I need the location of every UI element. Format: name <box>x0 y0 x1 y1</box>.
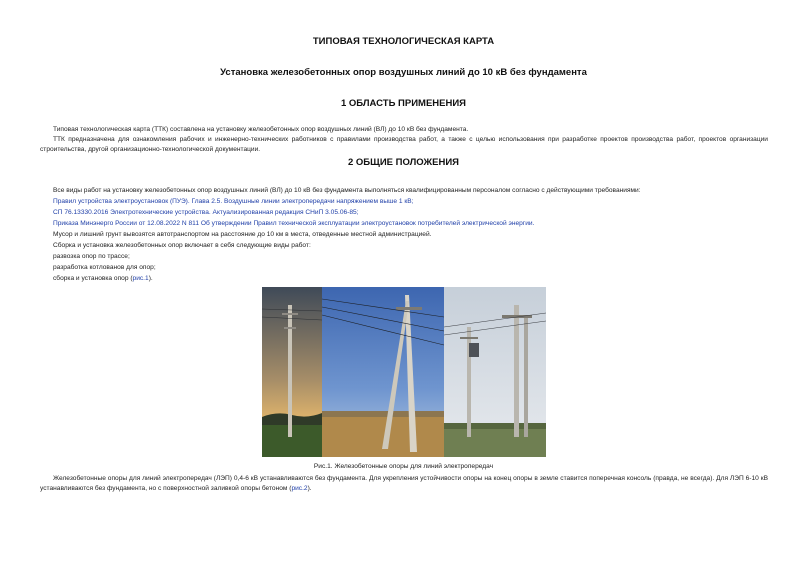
figure-1-caption: Рис.1. Железобетонные опоры для линий электропередач <box>313 463 494 470</box>
document-title: ТИПОВАЯ ТЕХНОЛОГИЧЕСКАЯ КАРТА <box>312 36 495 47</box>
figure-1-photos <box>262 287 546 457</box>
link-sp-76[interactable]: СП 76.13330.2016 Электротехнические устройства. Актуализированная редакция СНиП 3.05.06-85; <box>53 209 359 216</box>
link-pue[interactable]: Правил устройства электроустановок (ПУЭ). Глава 2.5. Воздушные линии электропередачи напряжением выше 1 кВ; <box>53 198 414 205</box>
assembly-paragraph: Сборка и установка железобетонных опор включает в себя следующие виды работ: <box>53 242 311 249</box>
figure-1-link[interactable]: рис.1 <box>132 275 149 282</box>
photo-transformer-poles <box>444 287 546 457</box>
final-paragraph-end: ). <box>307 484 312 492</box>
list-item-end: ). <box>148 275 153 282</box>
document-subtitle: Установка железобетонных опор воздушных линий до 10 кВ без фундамента <box>220 67 587 78</box>
garbage-paragraph: Мусор и лишний грунт вывозятся автотранспортом на расстояние до 10 км в места, отведенные местной администрацией. <box>53 231 432 238</box>
section-2-heading: 2 ОБЩИЕ ПОЛОЖЕНИЯ <box>348 157 459 168</box>
final-paragraph-text: Железобетонные опоры для линий электропередач (ЛЭП) 0,4-6 кВ устанавливаются без фундамента. Для укрепления устойчивости опоры на конец опоры в земле ставится поперечная консоль (правда, не всегда). Для ЛЭП 6-10 кВ устанавливаются без фундамента, но с поверхностной заливкой опоры бетоном ( <box>40 475 768 492</box>
list-item-text: сборка и установка опор ( <box>53 275 133 282</box>
link-minenergo-order[interactable]: Приказа Минэнерго России от 12.08.2022 N 811 Об утверждении Правил технической эксплуатации электроустановок потребителей электрической энергии. <box>53 220 535 227</box>
figure-2-link[interactable]: рис.2 <box>291 484 308 492</box>
list-item <box>53 274 153 284</box>
photo-sunset-pole <box>262 287 322 457</box>
section-1-heading: 1 ОБЛАСТЬ ПРИМЕНЕНИЯ <box>340 98 467 109</box>
final-paragraph <box>40 474 768 493</box>
requirements-intro: Все виды работ на установку железобетонных опор воздушных линий (ВЛ) до 10 кВ без фундамента выполняться квалифицированным персоналом согласно с действующими требованиями: <box>53 187 641 194</box>
photo-a-frame-pole <box>322 287 444 457</box>
list-item: разработка котлованов для опор; <box>53 264 156 271</box>
section-1-paragraph-1: Типовая технологическая карта (ТТК) составлена на установку железобетонных опор воздушных линий (ВЛ) до 10 кВ без фундамента. <box>53 126 469 133</box>
list-item: развозка опор по трассе; <box>53 253 130 260</box>
section-1-paragraph-2: ТТК предназначена для ознакомления рабочих и инженерно-технических работников с правилами производства работ, а также с целью использования при разработке проектов производства работ, проектов организации строительства, другой организационно-технологической документации. <box>40 136 768 153</box>
